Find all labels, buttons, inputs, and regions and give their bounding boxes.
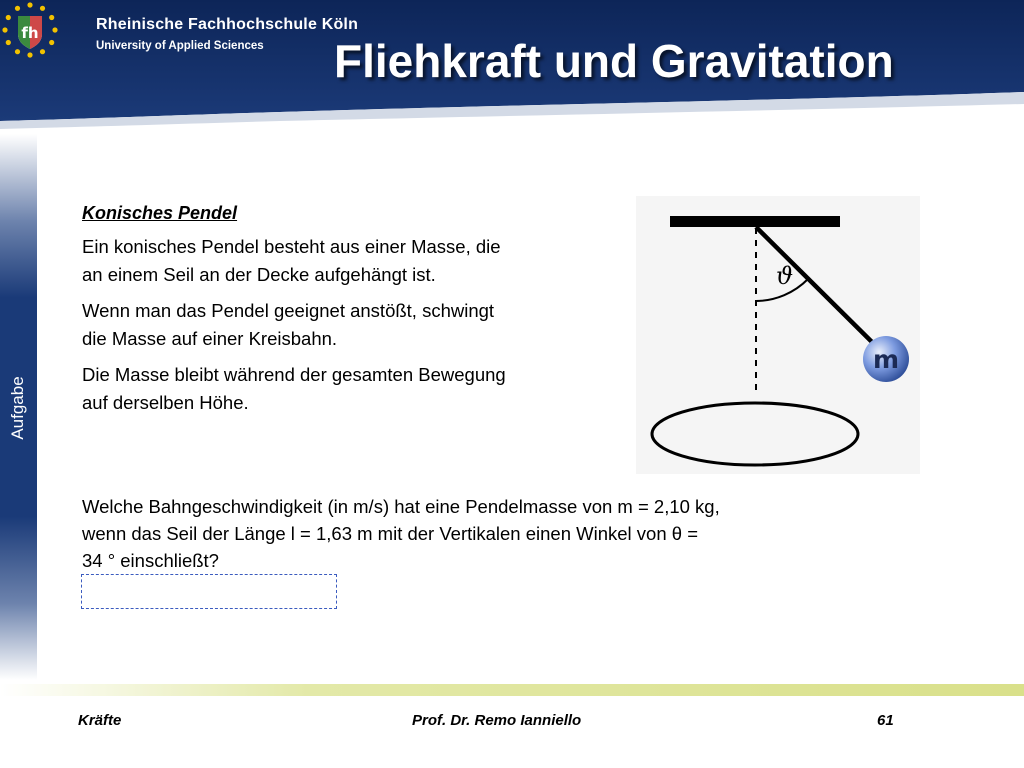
footer-topic: Kräfte: [78, 712, 122, 729]
task-description: [82, 203, 522, 425]
ceiling-bar: [670, 216, 840, 227]
answer-field[interactable]: [81, 574, 337, 609]
footer-divider: [0, 684, 1024, 696]
footer-author: Prof. Dr. Remo Ianniello: [412, 712, 582, 729]
paragraph-3: Die Masse bleibt während der gesamten Bewegung auf derselben Höhe.: [82, 364, 506, 413]
institution-name: Rheinische Fachhochschule Köln: [96, 16, 359, 33]
section-label: Aufgabe: [8, 376, 27, 440]
institution-subtitle: University of Applied Sciences: [96, 40, 264, 52]
circular-path: [652, 403, 858, 465]
footer-page-number: 61: [877, 712, 894, 729]
svg-text:fh: fh: [21, 24, 39, 42]
angle-label: ϑ: [776, 262, 794, 290]
paragraph-2: Wenn man das Pendel geeignet anstößt, schwingt die Masse auf einer Kreisbahn.: [82, 300, 495, 349]
university-logo: [0, 0, 60, 58]
mass-label: m: [872, 345, 900, 374]
header-band: [0, 0, 1024, 135]
task-question: Welche Bahngeschwindigkeit (in m/s) hat eine Pendelmasse von m = 2,10 kg, wenn das Seil der Länge l = 1,63 m mit der Vertikalen einen Winkel von θ = 34 ° einschließt?: [82, 496, 720, 571]
pendulum-diagram: [636, 196, 920, 474]
conical-pendulum-figure: [636, 196, 920, 474]
pendulum-string: [756, 227, 878, 348]
slide-title: Fliehkraft und Gravitation: [334, 35, 894, 87]
paragraph-1: Ein konisches Pendel besteht aus einer Masse, die an einem Seil an der Decke aufgehängt ist.: [82, 236, 501, 285]
task-subtitle: Konisches Pendel: [82, 203, 238, 223]
